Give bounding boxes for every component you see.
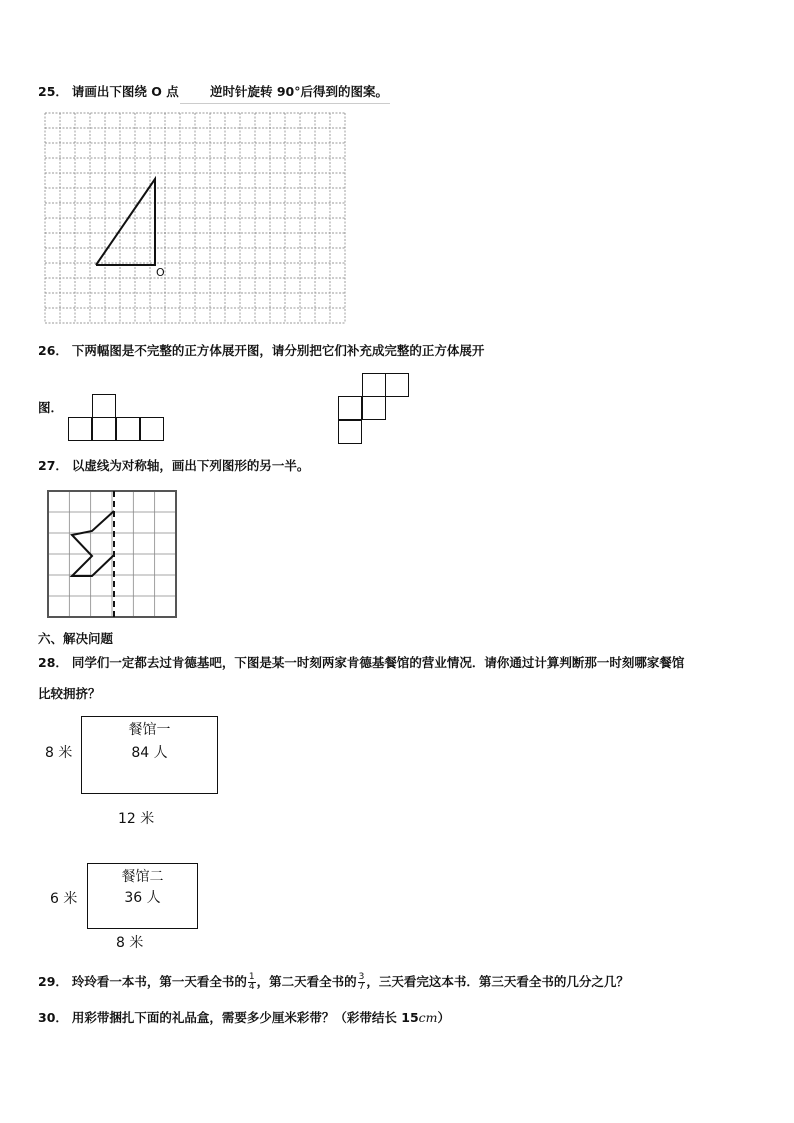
question-number: 25． <box>38 84 68 99</box>
question-25 <box>38 84 179 100</box>
half-shape <box>72 511 114 576</box>
net-square <box>338 396 362 420</box>
net-square <box>68 417 92 441</box>
net-square <box>140 417 164 441</box>
net-square <box>338 420 362 444</box>
question-text: 请画出下图绕 O 点 <box>71 84 179 99</box>
question-27 <box>38 458 309 474</box>
question-text: 比较拥挤？ <box>38 686 101 701</box>
question-number: 27． <box>38 458 68 473</box>
net-square <box>362 396 386 420</box>
fraction-denominator: 7 <box>358 982 365 992</box>
fraction-3-7 <box>358 973 366 992</box>
cube-net-left <box>68 394 168 444</box>
question-number: 28． <box>38 655 68 670</box>
question-text: 用彩带捆扎下面的礼品盒，需要多少厘米彩带？（彩带结长 15 <box>71 1010 419 1025</box>
question-text: 下两幅图是不完整的正方体展开图，请分别把它们补充成完整的正方体展开 <box>71 343 485 358</box>
unit-cm: cm <box>418 1010 438 1025</box>
net-square <box>92 394 116 418</box>
restaurant-2-width: 8 米 <box>116 935 144 951</box>
restaurant-people: 84 人 <box>131 745 168 761</box>
question-number: 26． <box>38 343 68 358</box>
restaurant-name: 餐馆二 <box>121 869 164 885</box>
question-25-cont <box>210 84 388 100</box>
section-title: 六、解决问题 <box>38 631 114 646</box>
restaurant-1-height: 8 米 <box>45 745 73 761</box>
q25-grid-figure <box>44 112 346 326</box>
restaurant-name: 餐馆一 <box>128 722 171 738</box>
restaurant-people: 36 人 <box>124 890 161 906</box>
net-square <box>92 417 116 441</box>
point-o-label: O <box>156 266 165 279</box>
question-text: ，三天看完这本书．第三天看全书的几分之几？ <box>366 974 629 989</box>
question-26 <box>38 343 484 359</box>
question-28 <box>38 655 684 671</box>
restaurant-2-height: 6 米 <box>50 891 78 907</box>
q27-grid-figure <box>46 489 180 621</box>
divider-line <box>180 103 390 104</box>
question-text: 逆时针旋转 90°后得到的图案。 <box>210 84 388 99</box>
question-number: 29． <box>38 974 68 989</box>
question-text: ） <box>437 1010 451 1025</box>
question-28-cont <box>38 686 101 702</box>
net-square <box>385 373 409 397</box>
question-text: 玲玲看一本书，第一天看全书的 <box>71 974 247 989</box>
cube-net-right <box>338 373 413 448</box>
question-26-cont <box>38 400 63 416</box>
fraction-numerator: 3 <box>358 972 365 982</box>
question-30 <box>38 1010 450 1026</box>
restaurant-1-rect <box>81 716 218 794</box>
question-text: 图． <box>38 400 64 415</box>
question-text: ，第二天看全书的 <box>256 974 357 989</box>
question-text: 同学们一定都去过肯德基吧，下图是某一时刻两家肯德基餐馆的营业情况．请你通过计算判断那一时刻哪家餐馆 <box>71 655 685 670</box>
question-29 <box>38 970 629 994</box>
grid-lines <box>48 491 176 617</box>
fraction-1-4 <box>248 973 256 992</box>
question-text: 以虚线为对称轴，画出下列图形的另一半。 <box>71 458 310 473</box>
grid-lines <box>45 113 345 323</box>
net-square <box>116 417 140 441</box>
net-square <box>362 373 386 397</box>
question-number: 30． <box>38 1010 68 1025</box>
restaurant-2-rect <box>87 863 198 929</box>
fraction-denominator: 4 <box>248 982 255 992</box>
restaurant-1-width: 12 米 <box>118 811 155 827</box>
fraction-numerator: 1 <box>248 972 255 982</box>
